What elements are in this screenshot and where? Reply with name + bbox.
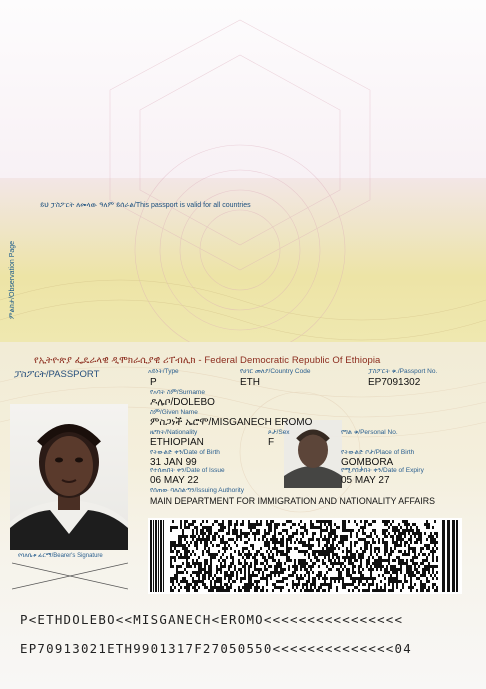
sex-label: ጾታ/Sex (268, 429, 290, 436)
guilloche-pattern (0, 0, 486, 342)
passport-no-label: ፓስፖርት ቁ./Passport No. (368, 368, 438, 375)
personal-no-label: የግል ቁ/Personal No. (341, 429, 398, 436)
issuing-country-header (34, 355, 380, 366)
sex-value: F (268, 437, 275, 448)
given-name-value: ምስጋነች ኤሮሞ/MISGANECH EROMO (150, 417, 313, 428)
dob-label: የትውልድ ቀን/Date of Birth (150, 449, 220, 456)
validity-statement: ይህ ፓስፖርት ለመላው ዓለም ይሰራል/This passport is valid for all countries (40, 202, 251, 209)
authority-label: የሰጠው ባለስልጣን/Issuing Authority (150, 487, 244, 494)
doi-label: የተሰጠበት ቀን/Date of Issue (150, 467, 225, 474)
place-of-birth-label: የትውልድ ቦታ/Place of Birth (341, 449, 415, 456)
mrz-line-2: EP70913021ETH9901317F27050550<<<<<<<<<<<<<<04 (20, 641, 412, 656)
country-code-value: ETH (240, 377, 260, 388)
surname-value: ዶሌቦ/DOLEBO (150, 397, 215, 408)
ghost-image (284, 420, 342, 488)
document-title: ፓስፖርት/PASSPORT (14, 369, 100, 380)
observation-page (0, 0, 486, 342)
header-amharic: የኢትዮጵያ ፌዴራላዊ ዲሞክራሲያዊ ሪፐብሊክ (34, 355, 196, 366)
given-name-label: ስም/Given Name (150, 409, 198, 416)
signature-label: የባለቤቱ ፊርማ/Bearer's Signature (18, 553, 103, 559)
authority-value: MAIN DEPARTMENT FOR IMMIGRATION AND NATIONALITY AFFAIRS (150, 496, 435, 506)
doe-label: የሚያበቃበት ቀን/Date of Expiry (341, 467, 424, 474)
dob-value: 31 JAN 99 (150, 457, 197, 468)
passport-no-value: EP7091302 (368, 377, 421, 388)
place-of-birth-value: GOMBORA (341, 457, 394, 468)
observation-side-label: ምልከታ/Observation Page (9, 240, 16, 319)
header-english: - Federal Democratic Republic Of Ethiopia (198, 355, 381, 366)
type-label: አይነት/Type (148, 368, 179, 375)
signature-field (12, 561, 128, 591)
surname-label: የአባት ስም/Surname (150, 389, 205, 396)
nationality-label: ዜግነት/Nationality (150, 429, 198, 436)
2d-barcode (148, 518, 462, 594)
type-value: P (150, 377, 157, 388)
country-code-label: የሀገር መለያ/Country Code (240, 368, 311, 375)
nationality-value: ETHIOPIAN (150, 437, 204, 448)
doe-value: 05 MAY 27 (341, 475, 390, 486)
holder-photo (10, 404, 128, 550)
mrz-line-1: P<ETHDOLEBO<<MISGANECH<EROMO<<<<<<<<<<<<<<<< (20, 612, 404, 627)
doi-value: 06 MAY 22 (150, 475, 199, 486)
